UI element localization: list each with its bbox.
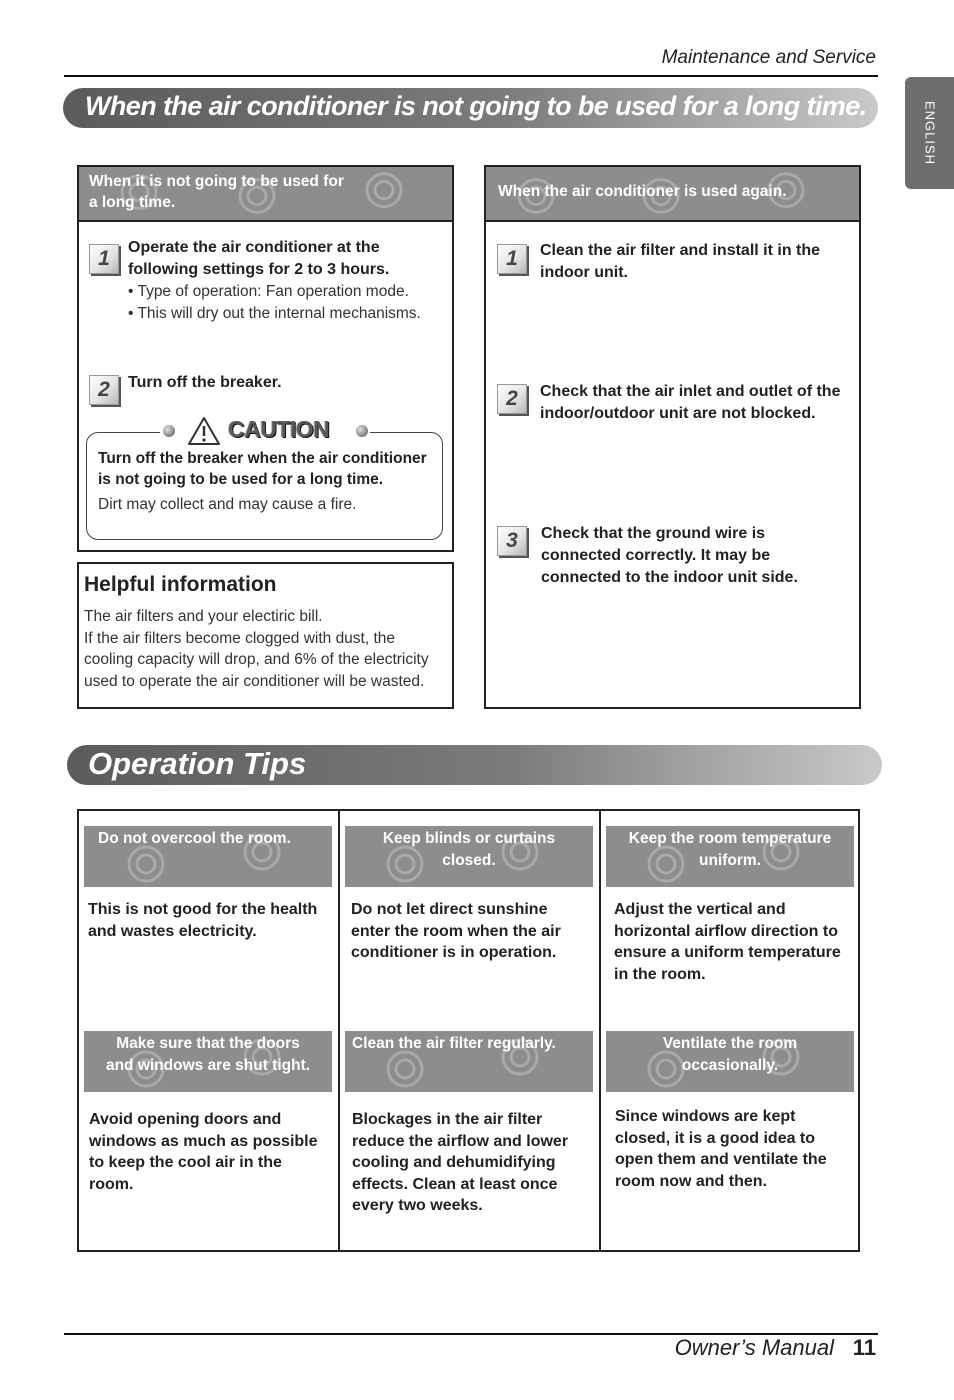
helpful-info-title: Helpful information: [84, 573, 277, 596]
again-step-1-line-2: indoor unit.: [540, 264, 628, 281]
tip-6-header-line-2: occasionally.: [681, 1057, 779, 1074]
tip-3-body-line-4: in the room.: [614, 965, 706, 983]
tip-4-header: [84, 1031, 332, 1092]
caution-box: [86, 432, 443, 540]
tip-3-body: [614, 899, 841, 985]
tip-3-body-line-2: horizontal airflow direction to: [614, 922, 838, 940]
caution-bold-text: [98, 448, 427, 490]
section-title-long-time: [63, 88, 878, 128]
tip-6-body-line-2: closed, it is a good idea to: [615, 1129, 816, 1147]
caution-text: Dirt may collect and may cause a fire.: [98, 496, 357, 513]
tip-6-body-line-4: room now and then.: [615, 1172, 767, 1190]
tip-2-body-line-3: conditioner is in operation.: [351, 944, 557, 962]
tip-1-body-line-1: This is not good for the health: [88, 901, 318, 918]
tip-6-header: [606, 1031, 854, 1092]
again-step-2-text: [540, 381, 840, 425]
warning-triangle-icon: [187, 416, 221, 446]
not-used-panel-header: [79, 167, 452, 222]
tip-5-body-line-5: every two weeks.: [352, 1197, 483, 1215]
again-step-1-number-icon: 1: [497, 244, 527, 274]
tip-2-body-line-1: Do not let direct sunshine: [351, 901, 548, 918]
tip-5-header: [345, 1031, 593, 1092]
tip-6-body-line-3: open them and ventilate the: [615, 1151, 827, 1169]
tip-2-body: [351, 899, 561, 964]
grid-divider: [599, 811, 601, 1250]
tip-4-body-line-2: windows as much as possible: [89, 1132, 318, 1150]
used-again-panel-header-text: When the air conditioner is used again.: [498, 183, 787, 200]
helpful-info-box: [77, 562, 454, 709]
tip-2-body-line-2: enter the room when the air: [351, 922, 561, 940]
helpful-info-line-3: cooling capacity will drop, and 6% of the electricity: [84, 651, 429, 669]
caution-label: CAUTION: [228, 416, 330, 442]
tip-6-body-line-1: Since windows are kept: [615, 1108, 796, 1125]
tip-2-header-line-2: closed.: [442, 852, 496, 869]
tip-6-header-line-1: Ventilate the room: [662, 1035, 798, 1052]
step-1-title-line-2: following settings for 2 to 3 hours.: [128, 261, 390, 278]
used-again-panel-header: [486, 167, 859, 222]
section-title-operation-tips: [67, 745, 882, 785]
again-step-3-line-2: connected correctly. It may be: [541, 547, 771, 564]
step-1-title-line-1: Operate the air conditioner at the: [128, 239, 380, 256]
tip-4-body-line-4: room.: [89, 1175, 134, 1193]
operation-tips-title-text: Operation Tips: [88, 746, 307, 781]
tip-2-header-line-1: Keep blinds or curtains: [382, 830, 556, 847]
section-header: Maintenance and Service: [661, 47, 876, 68]
grey-dot-icon: [163, 425, 175, 437]
tip-4-body-line-3: to keep the cool air in the: [89, 1154, 282, 1172]
tip-5-body-line-3: cooling and dehumidifying: [352, 1154, 556, 1172]
tip-1-header: [84, 826, 332, 887]
language-tab: [905, 77, 954, 189]
header-rule: [64, 75, 878, 77]
helpful-info-line-4: used to operate the air conditioner will be wasted.: [84, 673, 425, 691]
caution-heading: [160, 414, 370, 448]
step-1-number-icon: 1: [89, 244, 119, 274]
tip-5-body: [352, 1109, 568, 1217]
tip-1-body-line-2: and wastes electricity.: [88, 922, 257, 940]
section-title-text: When the air conditioner is not going to be used for a long time.: [85, 91, 867, 121]
tip-4-body: [89, 1109, 318, 1195]
tip-3-body-line-3: ensure a uniform temperature: [614, 944, 841, 962]
tip-1-header-line-1: Do not overcool the room.: [98, 830, 291, 847]
step-1-note-2: • This will dry out the internal mechanisms.: [128, 305, 421, 322]
again-step-1-text: [540, 240, 820, 284]
tip-3-header-line-1: Keep the room temperature: [628, 830, 832, 847]
tip-4-body-line-1: Avoid opening doors and: [89, 1111, 282, 1128]
page-number: 11: [852, 1335, 876, 1360]
again-step-2-number-icon: 2: [497, 384, 527, 414]
again-step-3-text: [541, 523, 798, 589]
tip-5-body-line-4: effects. Clean at least once: [352, 1175, 558, 1193]
grey-dot-icon: [356, 425, 368, 437]
again-step-3-line-3: connected to the indoor unit side.: [541, 569, 798, 586]
again-step-1-line-1: Clean the air filter and install it in the: [540, 242, 821, 259]
tip-1-body: [88, 899, 317, 942]
tip-3-header: [606, 826, 854, 887]
step-2-number-icon: 2: [89, 375, 119, 405]
tip-4-header-line-1: Make sure that the doors: [116, 1035, 300, 1052]
language-tab-label: ENGLISH: [922, 100, 937, 166]
not-used-panel-header-line-2: a long time.: [89, 194, 176, 211]
tip-5-body-line-1: Blockages in the air filter: [352, 1111, 543, 1128]
tip-2-header: [345, 826, 593, 887]
operation-tips-grid: [77, 809, 860, 1252]
caution-bold-line-1: Turn off the breaker when the air conditioner: [98, 450, 427, 467]
tip-6-body: [615, 1106, 827, 1192]
step-1-notes: [128, 281, 421, 325]
again-step-2-line-1: Check that the air inlet and outlet of the: [540, 383, 841, 400]
again-step-2-line-2: indoor/outdoor unit are not blocked.: [540, 405, 816, 422]
footer-label: Owner’s Manual: [674, 1335, 834, 1360]
step-2-title: Turn off the breaker.: [128, 374, 282, 391]
helpful-info-line-2: If the air filters become clogged with dust, the: [84, 629, 396, 647]
tip-5-body-line-2: reduce the airflow and lower: [352, 1132, 569, 1150]
step-1-title: [128, 237, 389, 281]
helpful-info-line-1: The air filters and your electiric bill.: [84, 608, 323, 625]
helpful-info-text: [84, 606, 429, 693]
not-used-panel-header-line-1: When it is not going to be used for: [89, 173, 344, 190]
tip-5-header-line-1: Clean the air filter regularly.: [352, 1035, 556, 1052]
tip-4-header-line-2: and windows are shut tight.: [105, 1057, 311, 1074]
tip-3-header-line-2: uniform.: [699, 852, 761, 869]
again-step-3-number-icon: 3: [497, 526, 527, 556]
caution-bold-line-2: is not going to be used for a long time.: [98, 471, 384, 488]
tip-3-body-line-1: Adjust the vertical and: [614, 901, 786, 918]
grid-divider: [338, 811, 340, 1250]
step-1-note-1: • Type of operation: Fan operation mode.: [128, 283, 409, 300]
again-step-3-line-1: Check that the ground wire is: [541, 525, 766, 542]
